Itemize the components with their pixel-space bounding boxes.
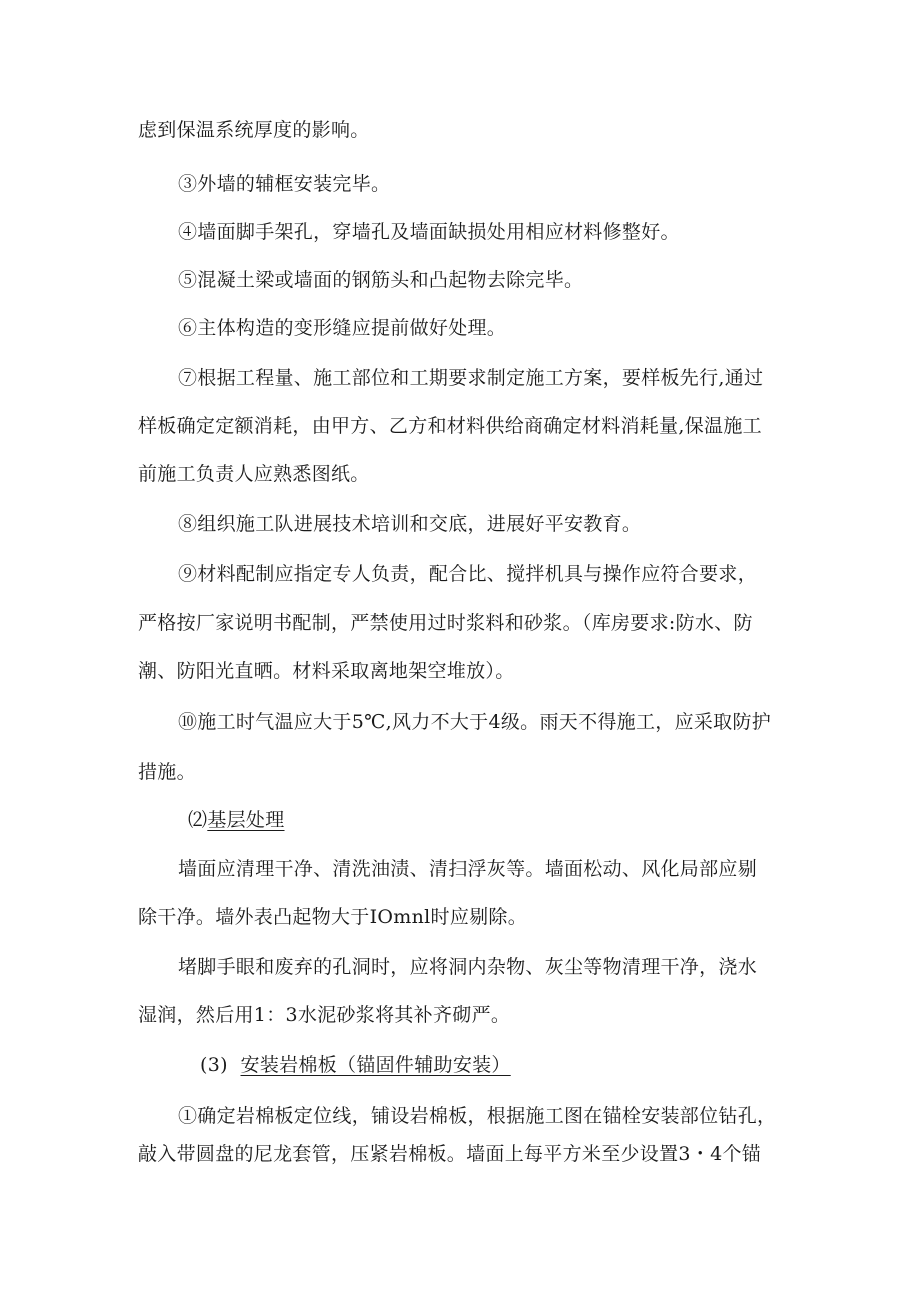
list-item-10: ⑩施工时气温应大于5℃,风力不大于4级。雨天不得施工，应采取防护 [178, 711, 772, 733]
paragraph-line: 潮、防阳光直晒。材料采取离地架空堆放）。 [138, 660, 515, 682]
paragraph-line: 严格按厂家说明书配制，严禁使用过时浆料和砂浆。（库房要求:防水、防 [138, 612, 753, 634]
paragraph-line: 湿润，然后用1：3水泥砂浆将其补齐砌严。 [138, 1004, 511, 1026]
paragraph-line: 墙面应清理干净、清洗油渍、清扫浮灰等。墙面松动、风化局部应剔 [178, 858, 758, 880]
list-item-6: ⑥主体构造的变形缝应提前做好处理。 [178, 317, 507, 339]
paragraph-line: 前施工负责人应熟悉图纸。 [138, 463, 370, 485]
list-item-7: ⑦根据工程量、施工部位和工期要求制定施工方案，要样板先行,通过 [178, 367, 764, 389]
paragraph-line: 样板确定定额消耗，由甲方、乙方和材料供给商确定材料消耗量,保温施工 [138, 415, 762, 437]
section-title: 基层处理 [207, 809, 285, 831]
paragraph-line: 敲入带圆盘的尼龙套管，压紧岩棉板。墙面上每平方米至少设置3・4个锚 [138, 1143, 762, 1165]
paragraph-line: 堵脚手眼和废弃的孔洞时，应将洞内杂物、灰尘等物清理干净，浇水 [178, 956, 758, 978]
list-item-3: ③外墙的辅框安装完毕。 [178, 173, 391, 195]
section-title: 安装岩棉板（锚固件辅助安装） [240, 1054, 511, 1076]
section-heading-2 [188, 808, 285, 832]
section-heading-3 [200, 1053, 511, 1077]
section-number: ⑵ [188, 809, 208, 831]
paragraph-line: 除干净。墙外表凸起物大于IOmnl时应剔除。 [138, 906, 528, 928]
paragraph-line: 虑到保温系统厚度的影响。 [138, 119, 370, 141]
section-number: (3) [200, 1054, 228, 1076]
list-item-5: ⑤混凝土梁或墙面的钢筋头和凸起物去除完毕。 [178, 269, 584, 291]
list-item-9: ⑨材料配制应指定专人负责，配合比、搅拌机具与操作应符合要求， [178, 563, 758, 585]
list-item-8: ⑧组织施工队进展技术培训和交底，进展好平安教育。 [178, 513, 642, 535]
list-item-1: ①确定岩棉板定位线，铺设岩棉板，根据施工图在锚栓安装部位钻孔， [178, 1105, 777, 1127]
list-item-4: ④墙面脚手架孔，穿墙孔及墙面缺损处用相应材料修整好。 [178, 221, 680, 243]
paragraph-line: 措施。 [138, 761, 196, 783]
